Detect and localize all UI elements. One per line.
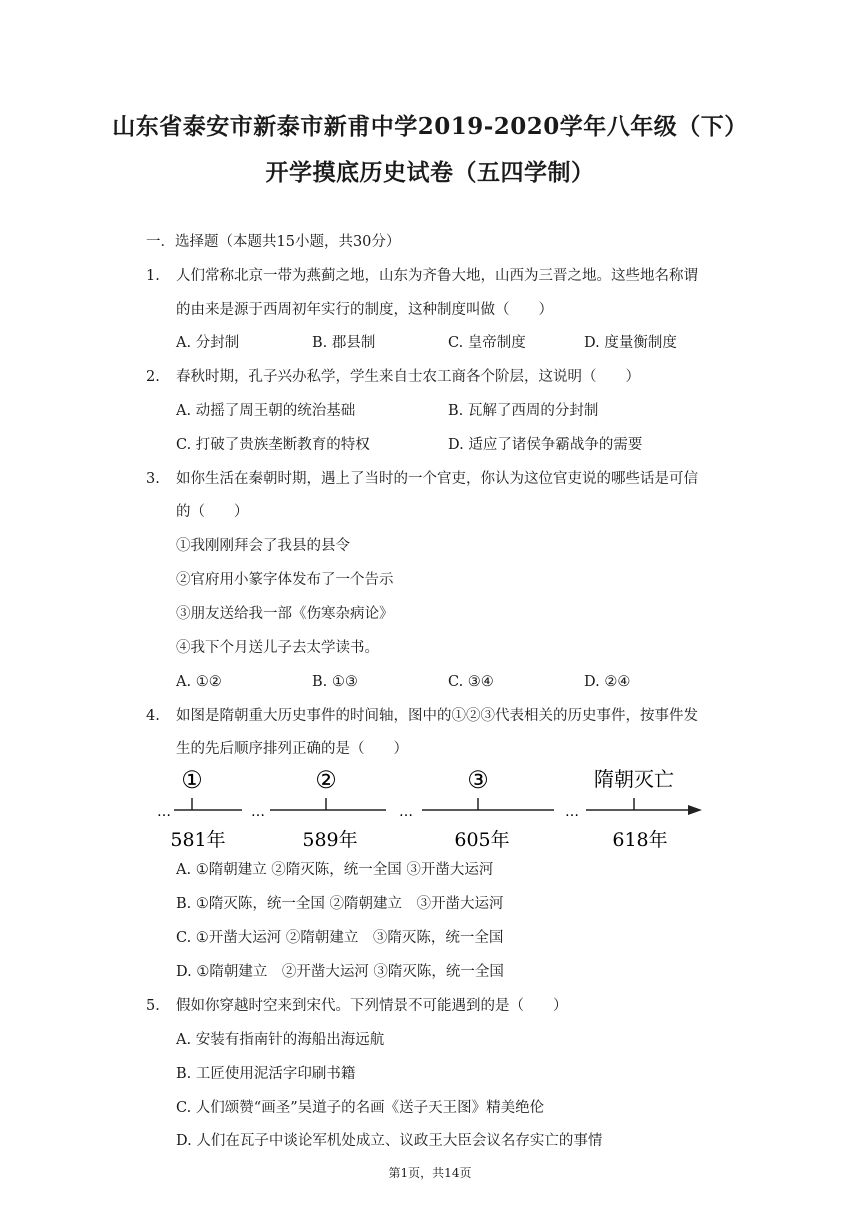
option-a[interactable]: A. 安装有指南针的海船出海远航 (176, 1032, 385, 1048)
question-stem: 假如你穿越时空来到宋代。下列情景不可能遇到的是（ ） (176, 998, 568, 1014)
option-a[interactable]: A. ①隋朝建立 ②隋灭陈，统一全国 ③开凿大运河 (176, 862, 494, 878)
timeline-year: 618年 (612, 829, 668, 851)
question-stem: 如图是隋朝重大历史事件的时间轴，图中的①②③代表相关的历史事件，按事件发 (176, 708, 698, 724)
timeline-ellipsis: … (157, 804, 171, 820)
option-b[interactable]: B. ①③ (312, 674, 358, 690)
question-stem: 的（ ） (176, 504, 249, 520)
statement: ④我下个月送儿子去太学读书。 (176, 640, 379, 656)
statement: ③朋友送给我一部《伤寒杂病论》 (176, 606, 394, 622)
exam-title-line2: 开学摸底历史试卷（五四学制） (265, 159, 595, 186)
option-c[interactable]: C. ③④ (448, 674, 494, 690)
section-heading: 一．选择题（本题共15小题，共30分） (146, 234, 401, 250)
option-b[interactable]: B. 瓦解了西周的分封制 (448, 403, 599, 419)
option-c[interactable]: C. 皇帝制度 (448, 335, 526, 351)
question-stem: 如你生活在秦朝时期，遇上了当时的一个官吏，你认为这位官吏说的哪些话是可信 (176, 471, 698, 487)
question-number: 1. (146, 268, 160, 284)
question-number: 4. (146, 708, 160, 724)
option-b[interactable]: B. 郡县制 (312, 335, 376, 351)
timeline-year: 581年 (170, 829, 226, 851)
statement: ②官府用小篆字体发布了一个告示 (176, 572, 394, 588)
option-a[interactable]: A. 分封制 (176, 335, 240, 351)
timeline-year: 605年 (454, 829, 510, 851)
option-d[interactable]: D. ①隋朝建立 ②开凿大运河 ③隋灭陈，统一全国 (176, 964, 504, 980)
option-d[interactable]: D. 度量衡制度 (584, 335, 677, 351)
question-stem: 春秋时期，孔子兴办私学，学生来自士农工商各个阶层，这说明（ ） (176, 369, 640, 385)
question-stem: 的由来是源于西周初年实行的制度，这种制度叫做（ ） (176, 302, 553, 318)
option-b[interactable]: B. 工匠使用泥活字印刷书籍 (176, 1066, 356, 1082)
option-b[interactable]: B. ①隋灭陈，统一全国 ②隋朝建立 ③开凿大运河 (176, 896, 504, 912)
question-number: 2. (146, 369, 160, 385)
timeline-label-3: ③ (467, 766, 489, 794)
question-number: 5. (146, 998, 160, 1014)
question-number: 3. (146, 471, 160, 487)
exam-title-line1: 山东省泰安市新泰市新甫中学2019-2020学年八年级（下） (112, 113, 748, 140)
question-stem: 生的先后顺序排列正确的是（ ） (176, 741, 408, 757)
page-footer: 第1页，共14页 (388, 1166, 472, 1180)
option-c[interactable]: C. ①开凿大运河 ②隋朝建立 ③隋灭陈，统一全国 (176, 930, 504, 946)
option-a[interactable]: A. ①② (176, 674, 222, 690)
timeline-figure (150, 760, 710, 856)
statement: ①我刚刚拜会了我县的县令 (176, 538, 350, 554)
timeline-ellipsis: … (565, 804, 579, 820)
timeline-year: 589年 (302, 829, 358, 851)
timeline-label-1: ① (181, 766, 203, 794)
timeline-label-2: ② (315, 766, 337, 794)
option-d[interactable]: D. 人们在瓦子中谈论军机处成立、议政王大臣会议名存实亡的事情 (176, 1133, 603, 1149)
option-a[interactable]: A. 动摇了周王朝的统治基础 (176, 403, 356, 419)
arrow-icon (688, 805, 702, 815)
option-c[interactable]: C. 打破了贵族垄断教育的特权 (176, 437, 370, 453)
option-c[interactable]: C. 人们颂赞“画圣”吴道子的名画《送子天王图》精美绝伦 (176, 1100, 545, 1116)
timeline-ellipsis: … (251, 804, 265, 820)
timeline-label-end: 隋朝灭亡 (594, 767, 674, 791)
option-d[interactable]: D. 适应了诸侯争霸战争的需要 (448, 437, 643, 453)
timeline-ellipsis: … (399, 804, 413, 820)
question-stem: 人们常称北京一带为燕蓟之地，山东为齐鲁大地，山西为三晋之地。这些地名称谓 (176, 268, 698, 284)
option-d[interactable]: D. ②④ (584, 674, 631, 690)
